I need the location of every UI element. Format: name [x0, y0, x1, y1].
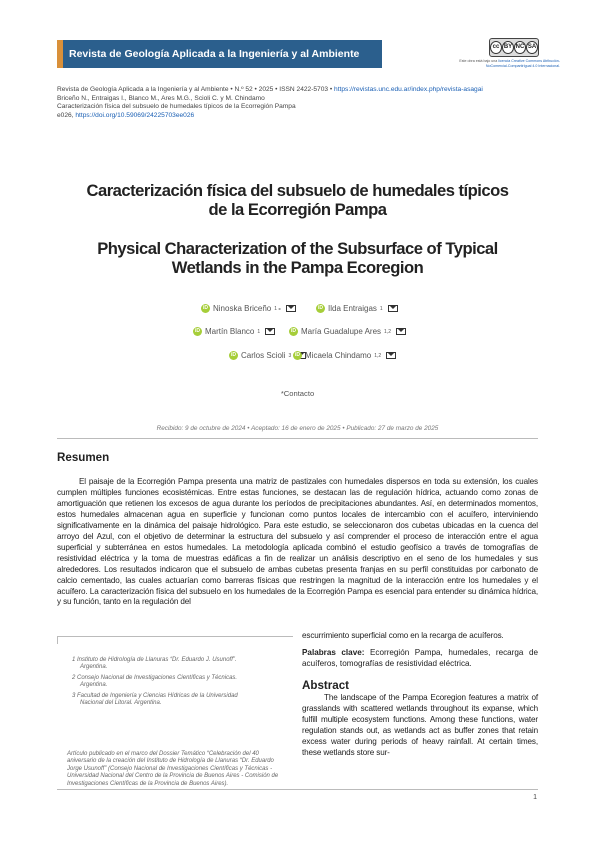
orcid-icon[interactable]: iD	[203, 305, 208, 311]
title-es-line2: de la Ecorregión Pampa	[208, 200, 387, 219]
author-chindamo	[293, 351, 396, 360]
contact-note: *Contacto	[280, 389, 315, 398]
abstract-heading: Abstract	[302, 679, 350, 692]
keywords-label: Palabras clave:	[302, 648, 365, 657]
keywords-text: Ecorregión Pampa, humedales, recarga de acuíferos, tomografías de resistividad eléctrica.	[302, 648, 538, 668]
affiliation-line: Nacional del Litoral. Argentina.	[80, 700, 162, 707]
affiliation-line: 3 Facultad de Ingeniería y Ciencias Hídricas de la Universidad	[72, 692, 238, 699]
email-icon[interactable]	[286, 305, 296, 312]
title-spanish	[57, 181, 538, 219]
orcid-icon[interactable]: iD	[318, 305, 323, 311]
journal-banner	[57, 40, 382, 68]
orcid-icon[interactable]: iD	[231, 352, 236, 358]
license-link[interactable]: licencia Creative Commons Atribución-	[498, 59, 560, 63]
affiliation-2	[72, 675, 282, 690]
affiliation-line: Argentina.	[80, 664, 108, 671]
author-briceno	[201, 304, 296, 313]
affiliation-3	[72, 693, 282, 708]
journal-title: Revista de Geología Aplicada a la Ingeniería y al Ambiente	[69, 48, 360, 60]
affiliation-line: 1 Instituto de Hidrología de Llanuras “Dr. Eduardo J. Usunoff”.	[72, 657, 237, 663]
email-icon[interactable]	[396, 328, 406, 335]
page-number: 1	[533, 794, 537, 801]
title-es-line1: Caracterización física del subsuelo de humedales típicos	[86, 181, 509, 200]
orcid-icon[interactable]: iD	[291, 328, 296, 334]
author-affil: 1,2	[384, 328, 391, 335]
author-affil: 1,2	[374, 352, 382, 359]
by-icon: BY	[502, 41, 514, 54]
sa-icon: SA	[526, 41, 538, 54]
orcid-icon[interactable]: iD	[195, 328, 200, 334]
citation-eid: e026,	[57, 111, 74, 119]
footnote-divider-tick	[57, 636, 58, 644]
cc-icon: cc	[490, 41, 502, 54]
author-name: Martín Blanco	[205, 327, 255, 336]
affiliations	[72, 657, 282, 710]
banner-stripe	[57, 40, 63, 68]
license-text	[450, 59, 560, 68]
author-name: María Guadalupe Ares	[301, 327, 382, 336]
author-ares	[289, 327, 406, 336]
abstract-body	[302, 693, 538, 759]
creative-commons-badge[interactable]	[489, 38, 539, 57]
title-english	[57, 239, 538, 277]
resumen-body	[57, 477, 538, 608]
citation-block	[57, 86, 547, 120]
email-icon[interactable]	[386, 352, 396, 359]
author-name: Micaela Chindamo	[305, 351, 372, 360]
license-link-2[interactable]: NoComercial-CompartirIgual 4.0 Internacional.	[485, 63, 560, 68]
author-name: Ninoska Briceño	[213, 304, 272, 313]
author-affil: 1 ⁎	[274, 305, 281, 312]
journal-url-link[interactable]: https://revistas.unc.edu.ar/index.php/revista-asagai	[334, 86, 483, 93]
keywords	[302, 648, 538, 670]
title-en-line2: Wetlands in the Pampa Ecoregion	[171, 258, 424, 277]
title-en-line1: Physical Characterization of the Subsurface of Typical	[97, 239, 498, 258]
author-affil: 1	[257, 328, 261, 335]
citation-journal: Revista de Geología Aplicada a la Ingeniería y al Ambiente • N.º 52 • 2025 • ISSN 2422-5703 •	[57, 86, 333, 93]
email-icon[interactable]	[388, 305, 398, 312]
resumen-heading: Resumen	[57, 451, 110, 464]
dossier-note: Artículo publicado en el marco del Dossier Temático “Celebración del 40 aniversario de la creación del Instituto de Hidrología de Llanuras “Dr. Eduardo Jorge Usunoff” (Consejo Nacional de Investigaciones Científicas y Técnicas - Universidad Nacional del Centro de la Provincia de Buenos Aires - Comisión de Investigaciones Científicas de la Provincia de Buenos Aires).	[67, 751, 279, 787]
citation-title: Caracterización física del subsuelo de humedales típicos de la Ecorregión Pampa	[57, 103, 296, 111]
author-entraigas	[316, 304, 398, 313]
abstract-text: The landscape of the Pampa Ecoregion features a matrix of grasslands with scattered wetlands throughout its expanse, which fulfill multiple ecosystem functions. Among these functions, water regulation stands out, as wetlands act as buffer zones that retain excess water during periods of heavy rainfall. At certain times, these wetlands store sur-	[302, 693, 538, 757]
citation-authors: Briceño N., Entraigas I., Blanco M., Ares M.G., Scioli C. y M. Chindamo	[57, 94, 265, 102]
affiliation-1	[72, 657, 282, 672]
resumen-text: El paisaje de la Ecorregión Pampa presenta una matriz de pastizales con humedales dispersos en toda su extensión, los cuales cumplen múltiples funciones ecosistémicas. Entre estas funciones, se destacan las de regulación hídrica, actuando como zonas de amortiguación que retienen los excesos de agua durante los períodos de precipitaciones abundantes. Así, en determinados momentos, estos humedales almacenan agua en superficie y funcionan como puntos locales de intercambio con el acuífero, interviniendo significativamente en la dinámica del paisaje hidrológico. Para este estudio, se seleccionaron dos cubetas ubicadas en la cuenca del arroyo del Azul, con el objetivo de determinar la estructura del subsuelo y así comprender el proceso de interacción entre el agua superficial y subterránea en estos humedales. La metodología aplicada combinó el estudio geofísico a través de tomografías de resistividad eléctrica y la toma de muestras edáficas a fin de realizar un análisis descriptivo en el seno de los humedales y sus alrededores. Los resultados indicaron que el subsuelo de ambas cubetas presenta franjas en su perfil constituidas por carbonato de calcio cementado, las cuales actuarían como barreras físicas que restringen la magnitud de la interacción entre los humedales y el acuífero. La caracterización física del subsuelo en los humedales de la Ecorregión Pampa es esencial para entender su dinámica hídrica, y su función, tanto en la regulación del	[57, 477, 538, 607]
author-affil: 3	[288, 352, 292, 359]
divider	[57, 438, 538, 439]
orcid-icon[interactable]: iD	[295, 352, 300, 358]
author-affil: 1	[379, 305, 383, 312]
footer-divider	[57, 789, 538, 790]
publication-dates: Recibido: 9 de octubre de 2024 • Aceptado: 16 de enero de 2025 • Publicado: 27 de marzo de 2025	[156, 425, 439, 432]
footnote-divider	[57, 636, 293, 637]
author-name: Ilda Entraigas	[328, 304, 377, 313]
license-prefix: Este obra está bajo una	[459, 59, 498, 63]
affiliation-line: Argentina.	[80, 682, 108, 689]
nc-icon: NC	[514, 41, 526, 54]
email-icon[interactable]	[265, 328, 275, 335]
resumen-tail: escurrimiento superficial como en la recarga de acuíferos.	[302, 631, 504, 640]
author-name: Carlos Scioli	[241, 351, 286, 360]
doi-link[interactable]: https://doi.org/10.59069/24225703ee026	[75, 111, 195, 119]
author-blanco	[193, 327, 275, 336]
affiliation-line: 2 Consejo Nacional de Investigaciones Científicas y Técnicas.	[72, 674, 238, 681]
